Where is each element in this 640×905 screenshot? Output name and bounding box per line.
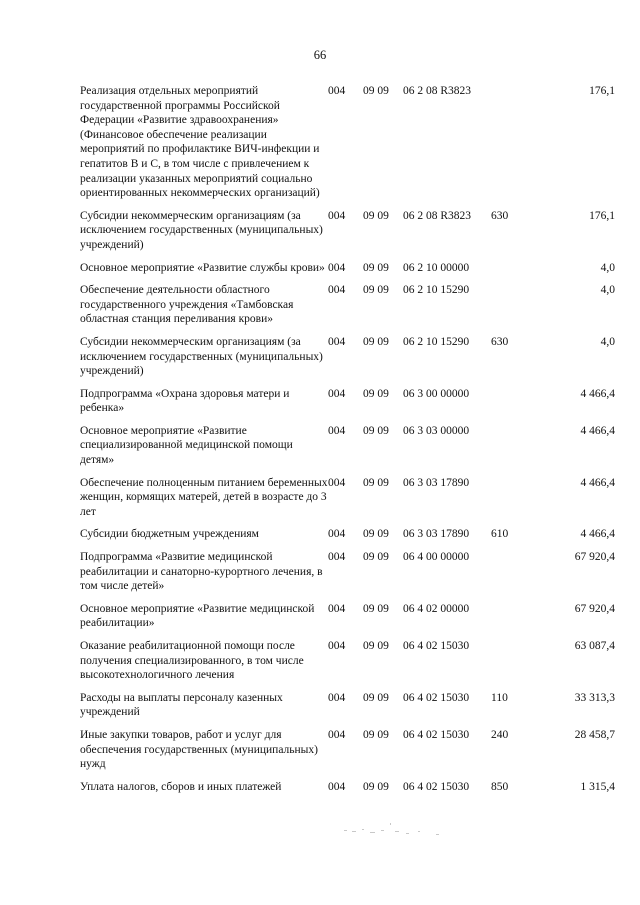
row-csr: 06 4 02 15030: [403, 691, 470, 704]
table-row: [80, 527, 615, 542]
table-row: [80, 550, 615, 594]
row-rz-pr: 09 09: [363, 728, 389, 741]
row-csr: 06 4 02 15030: [403, 728, 470, 741]
row-ved: 004: [328, 476, 346, 489]
row-csr: 06 3 03 00000: [403, 424, 470, 437]
row-rz-pr: 09 09: [363, 284, 389, 297]
row-vr: 630: [491, 335, 509, 348]
row-sum: 4 466,4: [580, 476, 615, 489]
row-sum: 4,0: [600, 284, 615, 297]
row-rz-pr: 09 09: [363, 335, 389, 348]
table-row: [80, 639, 615, 683]
row-csr: 06 4 02 00000: [403, 602, 470, 615]
row-rz-pr: 09 09: [363, 476, 389, 489]
row-vr: 610: [491, 528, 509, 541]
row-csr: 06 2 08 R3823: [403, 209, 472, 222]
row-csr: 06 3 03 17890: [403, 528, 470, 541]
row-ved: 004: [328, 780, 346, 793]
row-name: Субсидии некоммерческим организациям (за исключением государственных (муниципальных) учреждений): [80, 209, 323, 251]
row-sum: 4 466,4: [580, 387, 615, 400]
row-csr: 06 2 10 15290: [403, 284, 470, 297]
row-ved: 004: [328, 602, 346, 615]
row-rz-pr: 09 09: [363, 780, 389, 793]
row-ved: 004: [328, 424, 346, 437]
row-rz-pr: 09 09: [363, 387, 389, 400]
row-name: Расходы на выплаты персоналу казенных учреждений: [80, 691, 283, 719]
row-ved: 004: [328, 85, 346, 97]
row-csr: 06 2 10 15290: [403, 335, 470, 348]
row-ved: 004: [328, 640, 346, 652]
row-rz-pr: 09 09: [363, 424, 389, 437]
row-sum: 4,0: [600, 335, 615, 348]
table-row: [80, 84, 615, 201]
row-csr: 06 3 03 17890: [403, 476, 470, 489]
row-vr: 630: [491, 209, 509, 222]
row-vr: 240: [491, 728, 509, 741]
row-sum: 4 466,4: [580, 528, 615, 541]
row-ved: 004: [328, 209, 346, 222]
row-csr: 06 2 10 00000: [403, 261, 470, 274]
row-name: Обеспечение деятельности областного государственного учреждения «Тамбовская областная станция переливания крови»: [80, 284, 294, 326]
row-name: Основное мероприятие «Развитие медицинской реабилитации»: [80, 602, 315, 630]
row-csr: 06 2 08 R3823: [403, 85, 472, 97]
row-name: Основное мероприятие «Развитие службы крови»: [80, 261, 325, 274]
table-row: [80, 387, 615, 416]
row-name: Уплата налогов, сборов и иных платежей: [80, 780, 282, 793]
row-sum: 176,1: [589, 209, 615, 222]
row-name: Оказание реабилитационной помощи после получения специализированного, в том числе высокотехнологичного лечения: [80, 640, 304, 682]
table-row: [80, 261, 615, 276]
table-row: [80, 335, 615, 379]
row-csr: 06 3 00 00000: [403, 387, 470, 400]
row-rz-pr: 09 09: [363, 261, 389, 274]
row-csr: 06 4 02 15030: [403, 640, 470, 652]
row-ved: 004: [328, 528, 346, 541]
row-ved: 004: [328, 691, 346, 704]
row-rz-pr: 09 09: [363, 209, 389, 222]
row-csr: 06 4 00 00000: [403, 551, 470, 564]
row-rz-pr: 09 09: [363, 691, 389, 704]
row-sum: 63 087,4: [574, 640, 615, 652]
row-vr: 850: [491, 780, 509, 793]
row-name: Обеспечение полноценным питанием беременных женщин, кормящих матерей, детей в возрасте до 3 лет: [80, 476, 328, 518]
table-row: [80, 691, 615, 720]
row-ved: 004: [328, 335, 346, 348]
row-ved: 004: [328, 551, 346, 564]
table-row: [80, 602, 615, 631]
row-ved: 004: [328, 728, 346, 741]
row-rz-pr: 09 09: [363, 528, 389, 541]
row-sum: 176,1: [589, 85, 615, 97]
table-row: [80, 209, 615, 253]
row-rz-pr: 09 09: [363, 602, 389, 615]
row-name: Субсидии бюджетным учреждениям: [80, 528, 259, 541]
row-sum: 4,0: [600, 261, 615, 274]
table-row: [80, 283, 615, 327]
row-ved: 004: [328, 387, 346, 400]
row-name: Субсидии некоммерческим организациям (за исключением государственных (муниципальных) учреждений): [80, 335, 323, 378]
table-row: [80, 728, 615, 772]
row-sum: 67 920,4: [574, 551, 615, 564]
row-vr: 110: [491, 691, 508, 704]
row-ved: 004: [328, 284, 346, 297]
scan-specks: [340, 820, 450, 840]
row-name: Иные закупки товаров, работ и услуг для обеспечения государственных (муниципальных) нужд: [80, 728, 318, 771]
row-sum: 1 315,4: [580, 780, 615, 793]
row-sum: 67 920,4: [574, 602, 615, 615]
row-name: Подпрограмма «Развитие медицинской реабилитации и санаторно-курортного лечения, в том числе детей»: [80, 551, 323, 593]
row-name: Реализация отдельных мероприятий государственной программы Российской Федерации «Развитие здравоохранения» (Финансовое обеспечение реализации мероприятий по профилактике ВИЧ-инфекции и гепатитов В и С, в том числе с привлечением к реализации указанных мероприятий социально ориентированных некоммерческих организаций): [80, 85, 320, 200]
row-ved: 004: [328, 261, 346, 274]
row-csr: 06 4 02 15030: [403, 780, 470, 793]
budget-table: [80, 84, 615, 802]
row-name: Основное мероприятие «Развитие специализированной медицинской помощи детям»: [80, 424, 293, 467]
row-rz-pr: 09 09: [363, 551, 389, 564]
row-rz-pr: 09 09: [363, 640, 389, 652]
row-rz-pr: 09 09: [363, 85, 389, 97]
row-sum: 28 458,7: [574, 728, 615, 741]
table-row: [80, 424, 615, 468]
row-name: Подпрограмма «Охрана здоровья матери и ребенка»: [80, 387, 290, 415]
table-row: [80, 476, 615, 520]
row-sum: 4 466,4: [580, 424, 615, 437]
row-sum: 33 313,3: [574, 691, 615, 704]
page-number: 66: [313, 48, 327, 62]
table-row: [80, 780, 615, 795]
